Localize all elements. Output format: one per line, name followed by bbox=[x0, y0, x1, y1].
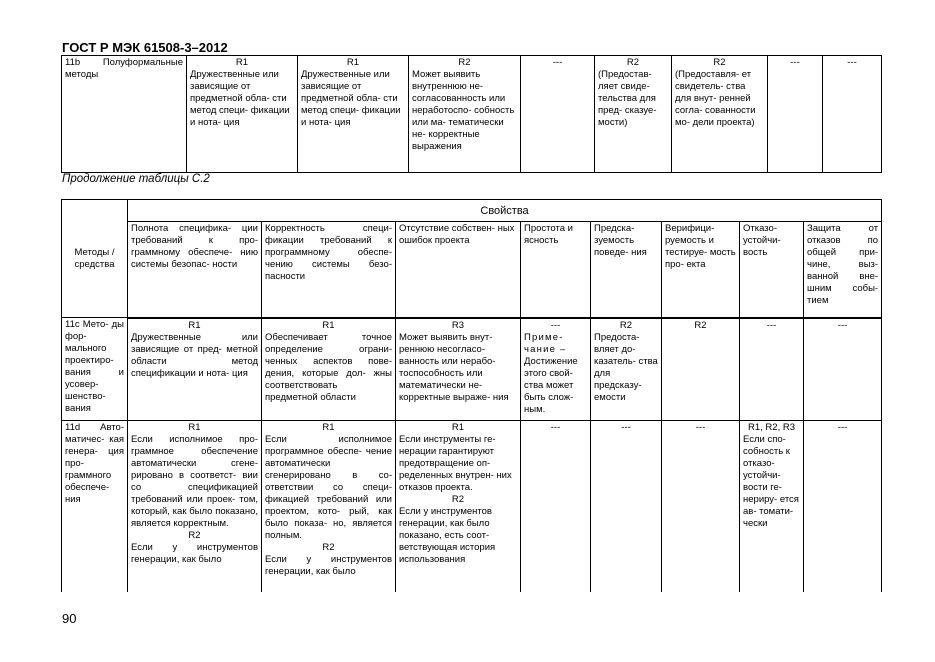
table-row bbox=[62, 56, 882, 173]
table-row bbox=[62, 421, 882, 592]
cell: R2 (Предоставля- ет свидетель- ства для внут- ренней согла- сованности мо- дели проекта) bbox=[672, 56, 768, 173]
cell: R1 Если исполнимое про- граммное обеспечение автоматически сгене- рировано в соответст- вии со спецификацией требований или проек- том, который, как было показано, является корректным. R2 Если у инструментов генерации, как было bbox=[128, 421, 262, 592]
cell: --- bbox=[768, 56, 823, 173]
cell: R1 Если исполнимое программное обеспе- чение автоматически сгенерировано в со- ответствии со специ- фикацией требований или проектом, кото- рый, как было показа- но, является полным. R2 Если у инструментов генерации, как было bbox=[262, 421, 396, 592]
cell: R3 Может выявить внут- реннюю несогласо- ванность или нерабо- тоспособность или математически не- корректные выраже- ния bbox=[396, 318, 521, 421]
column-header: Предска- зуемость поведе- ния bbox=[591, 222, 662, 318]
cell: --- bbox=[740, 318, 804, 421]
column-header: Верифици- руемость и тестируе- мость про- екта bbox=[662, 222, 740, 318]
cell: R1 Если инструменты ге- нерации гарантируют предотвращение оп- ределенных внутрен- них отказов проекта. R2 Если у инструментов генерации, как было показано, есть соот- ветствующая история использования bbox=[396, 421, 521, 592]
method-cell-11d: 11d Авто- матичес- кая генера- ция про- граммного обеспече- ния bbox=[62, 421, 128, 592]
table-c2-part-11b bbox=[61, 55, 882, 173]
cell: R1 Обеспечивает точное определение ограни- ченных аспектов пове- дения, которые дол- жны соответствовать предметной области bbox=[262, 318, 396, 421]
document-header: ГОСТ Р МЭК 61508-3–2012 bbox=[62, 40, 228, 55]
table-row bbox=[62, 222, 882, 318]
table-row bbox=[62, 318, 882, 421]
column-header: Защита от отказов по общей при- чине, выз- ванной вне- шним собы- тием bbox=[804, 222, 882, 318]
cell: R2 (Предостав- ляет свиде- тельства для пред- сказуе- мости) bbox=[595, 56, 672, 173]
column-header: Отсутствие собствен- ных ошибок проекта bbox=[396, 222, 521, 318]
cell: --- bbox=[823, 56, 882, 173]
cell: R2 Предоста- вляет до- казатель- ства для предсказу- емости bbox=[591, 318, 662, 421]
cell: R2 bbox=[662, 318, 740, 421]
page-number: 90 bbox=[62, 611, 77, 626]
cell: R2 Может выявить внутреннюю не- согласованность или неработоспо- собность или ма- тематически не- корректные выражения bbox=[409, 56, 521, 173]
methods-header: Методы / средства bbox=[62, 200, 128, 318]
cell: --- bbox=[591, 421, 662, 592]
cell: R1, R2, R3 Если спо- собность к отказо- устойчи- вости ге- нериру- ется ав- томати- чески bbox=[740, 421, 804, 592]
note-label: Приме- чание – bbox=[524, 331, 567, 355]
table-row bbox=[62, 200, 882, 222]
properties-header: Свойства bbox=[128, 200, 882, 222]
cell: --- Приме- чание – Достижение этого свой- ства может быть слож- ным. bbox=[521, 318, 591, 421]
cell: --- bbox=[662, 421, 740, 592]
cell: --- bbox=[521, 56, 595, 173]
cell: --- bbox=[521, 421, 591, 592]
column-header: Корректность специ- фикации требований к программному обеспе- чению системы безо- пасности bbox=[262, 222, 396, 318]
method-cell-11c: 11c Мето- ды фор- мального проектиро- вания и усовер- шенство- вания bbox=[62, 318, 128, 421]
cell: R1 Дружественные или зависящие от пред- метной области метод спецификации и нота- ция bbox=[128, 318, 262, 421]
column-header: Простота и ясность bbox=[521, 222, 591, 318]
cell: --- bbox=[804, 318, 882, 421]
column-header: Отказо- устойчи- вость bbox=[740, 222, 804, 318]
cell: --- bbox=[804, 421, 882, 592]
method-cell-11b: 11b Полуформальные методы bbox=[62, 56, 187, 173]
column-header: Полнота специфика- ции требований к про- граммному обеспече- нию системы безопас- ности bbox=[128, 222, 262, 318]
table-c2-continuation bbox=[61, 199, 882, 592]
cell: R1 Дружественные или зависящие от предметной обла- сти метод специ- фикации и нота- ция bbox=[187, 56, 298, 173]
table-caption: Продолжение таблицы С.2 bbox=[62, 173, 210, 185]
cell: R1 Дружественные или зависящие от предметной обла- сти метод специ- фикации и нота- ция bbox=[298, 56, 409, 173]
